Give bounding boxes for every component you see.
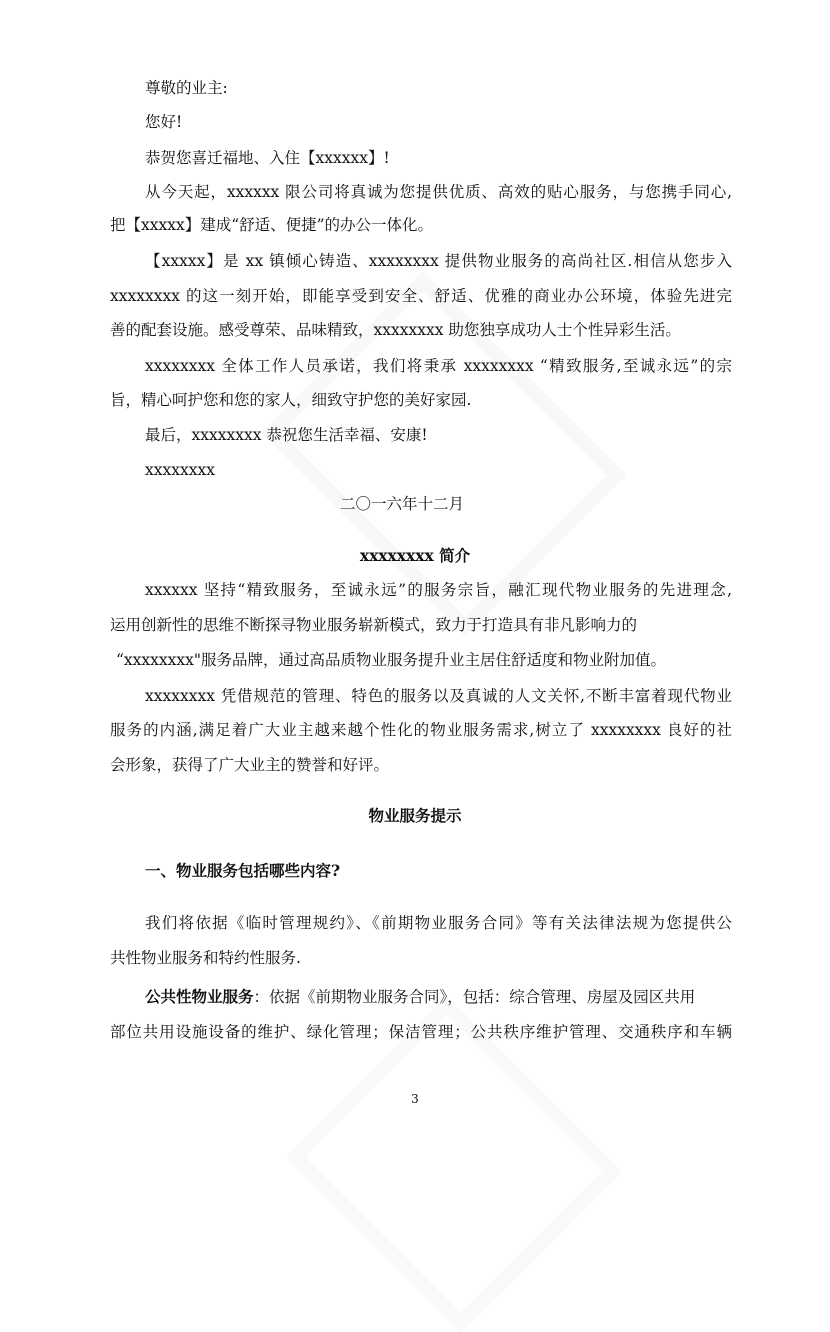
section-title: 物业服务提示	[368, 806, 462, 825]
public-service-text: ：依据《前期物业服务合同》，包括：综合管理、房屋及园区共用	[253, 988, 696, 1006]
signature: xxxxxxxx	[145, 461, 215, 479]
paragraph-line: 运用创新性的思维不断探寻物业服务崭新模式，致力于打造具有非凡影响力的	[110, 616, 638, 634]
paragraph-line: 服务的内涵,满足着广大业主越来越个性化的物业服务需求,树立了 xxxxxxxx 良好的社	[110, 721, 732, 739]
paragraph-line: xxxxxxxx 的这一刻开始，即能享受到安全、舒适、优雅的商业办公环境，体验先进完	[110, 287, 732, 305]
paragraph-line: xxxxxxxx 全体工作人员承诺，我们将秉承 xxxxxxxx “精致服务,至诚永远”的宗	[145, 357, 732, 375]
paragraph-line: 善的配套设施。感受尊荣、品味精致，xxxxxxxx 助您独享成功人士个性异彩生活。	[110, 321, 681, 339]
congratulations: 恭贺您喜迁福地、入住【xxxxxx】!	[145, 149, 390, 167]
question-heading: 一、物业服务包括哪些内容?	[145, 861, 341, 880]
public-service-label: 公共性物业服务	[145, 987, 254, 1006]
paragraph-line: 部位共用设施设备的维护、绿化管理；保洁管理；公共秩序维护管理、交通秩序和车辆	[110, 1023, 732, 1041]
closing: 最后，xxxxxxxx 恭祝您生活幸福、安康!	[145, 426, 428, 444]
paragraph-line: 会形象，获得了广大业主的赞誉和好评。	[110, 756, 390, 774]
section-title: xxxxxxxx 简介	[359, 546, 471, 565]
page-number: 3	[411, 1092, 419, 1106]
paragraph-line: 我们将依据《临时管理规约》、《前期物业服务合同》等有关法律法规为您提供公	[145, 914, 732, 932]
paragraph-line: 从今天起，xxxxxx 限公司将真诚为您提供优质、高效的贴心服务，与您携手同心,	[145, 183, 732, 201]
paragraph-line	[145, 987, 695, 1007]
salutation: 尊敬的业主:	[145, 79, 228, 97]
paragraph-line: xxxxxxxx 凭借规范的管理、特色的服务以及真诚的人文关怀,不断丰富着现代物业	[145, 687, 732, 705]
paragraph-line: xxxxxx 坚持“精致服务，至诚永远”的服务宗旨，融汇现代物业服务的先进理念,	[145, 581, 732, 599]
watermark	[286, 996, 623, 1332]
greeting: 您好!	[145, 113, 183, 131]
paragraph-line: 共性物业服务和特约性服务.	[110, 949, 301, 967]
paragraph-line: 旨，精心呵护您和您的家人，细致守护您的美好家园.	[110, 391, 472, 409]
paragraph-line: 【xxxxx】是 xx 镇倾心铸造、xxxxxxxx 提供物业服务的高尚社区.相信从您步入	[145, 252, 732, 270]
date: 二〇一六年十二月	[340, 495, 465, 513]
paragraph-line: 把【xxxxx】建成“舒适、便捷”的办公一体化。	[110, 216, 434, 234]
paragraph-line: “xxxxxxxx"服务品牌，通过高品质物业服务提升业主居住舒适度和物业附加值。	[116, 651, 666, 669]
